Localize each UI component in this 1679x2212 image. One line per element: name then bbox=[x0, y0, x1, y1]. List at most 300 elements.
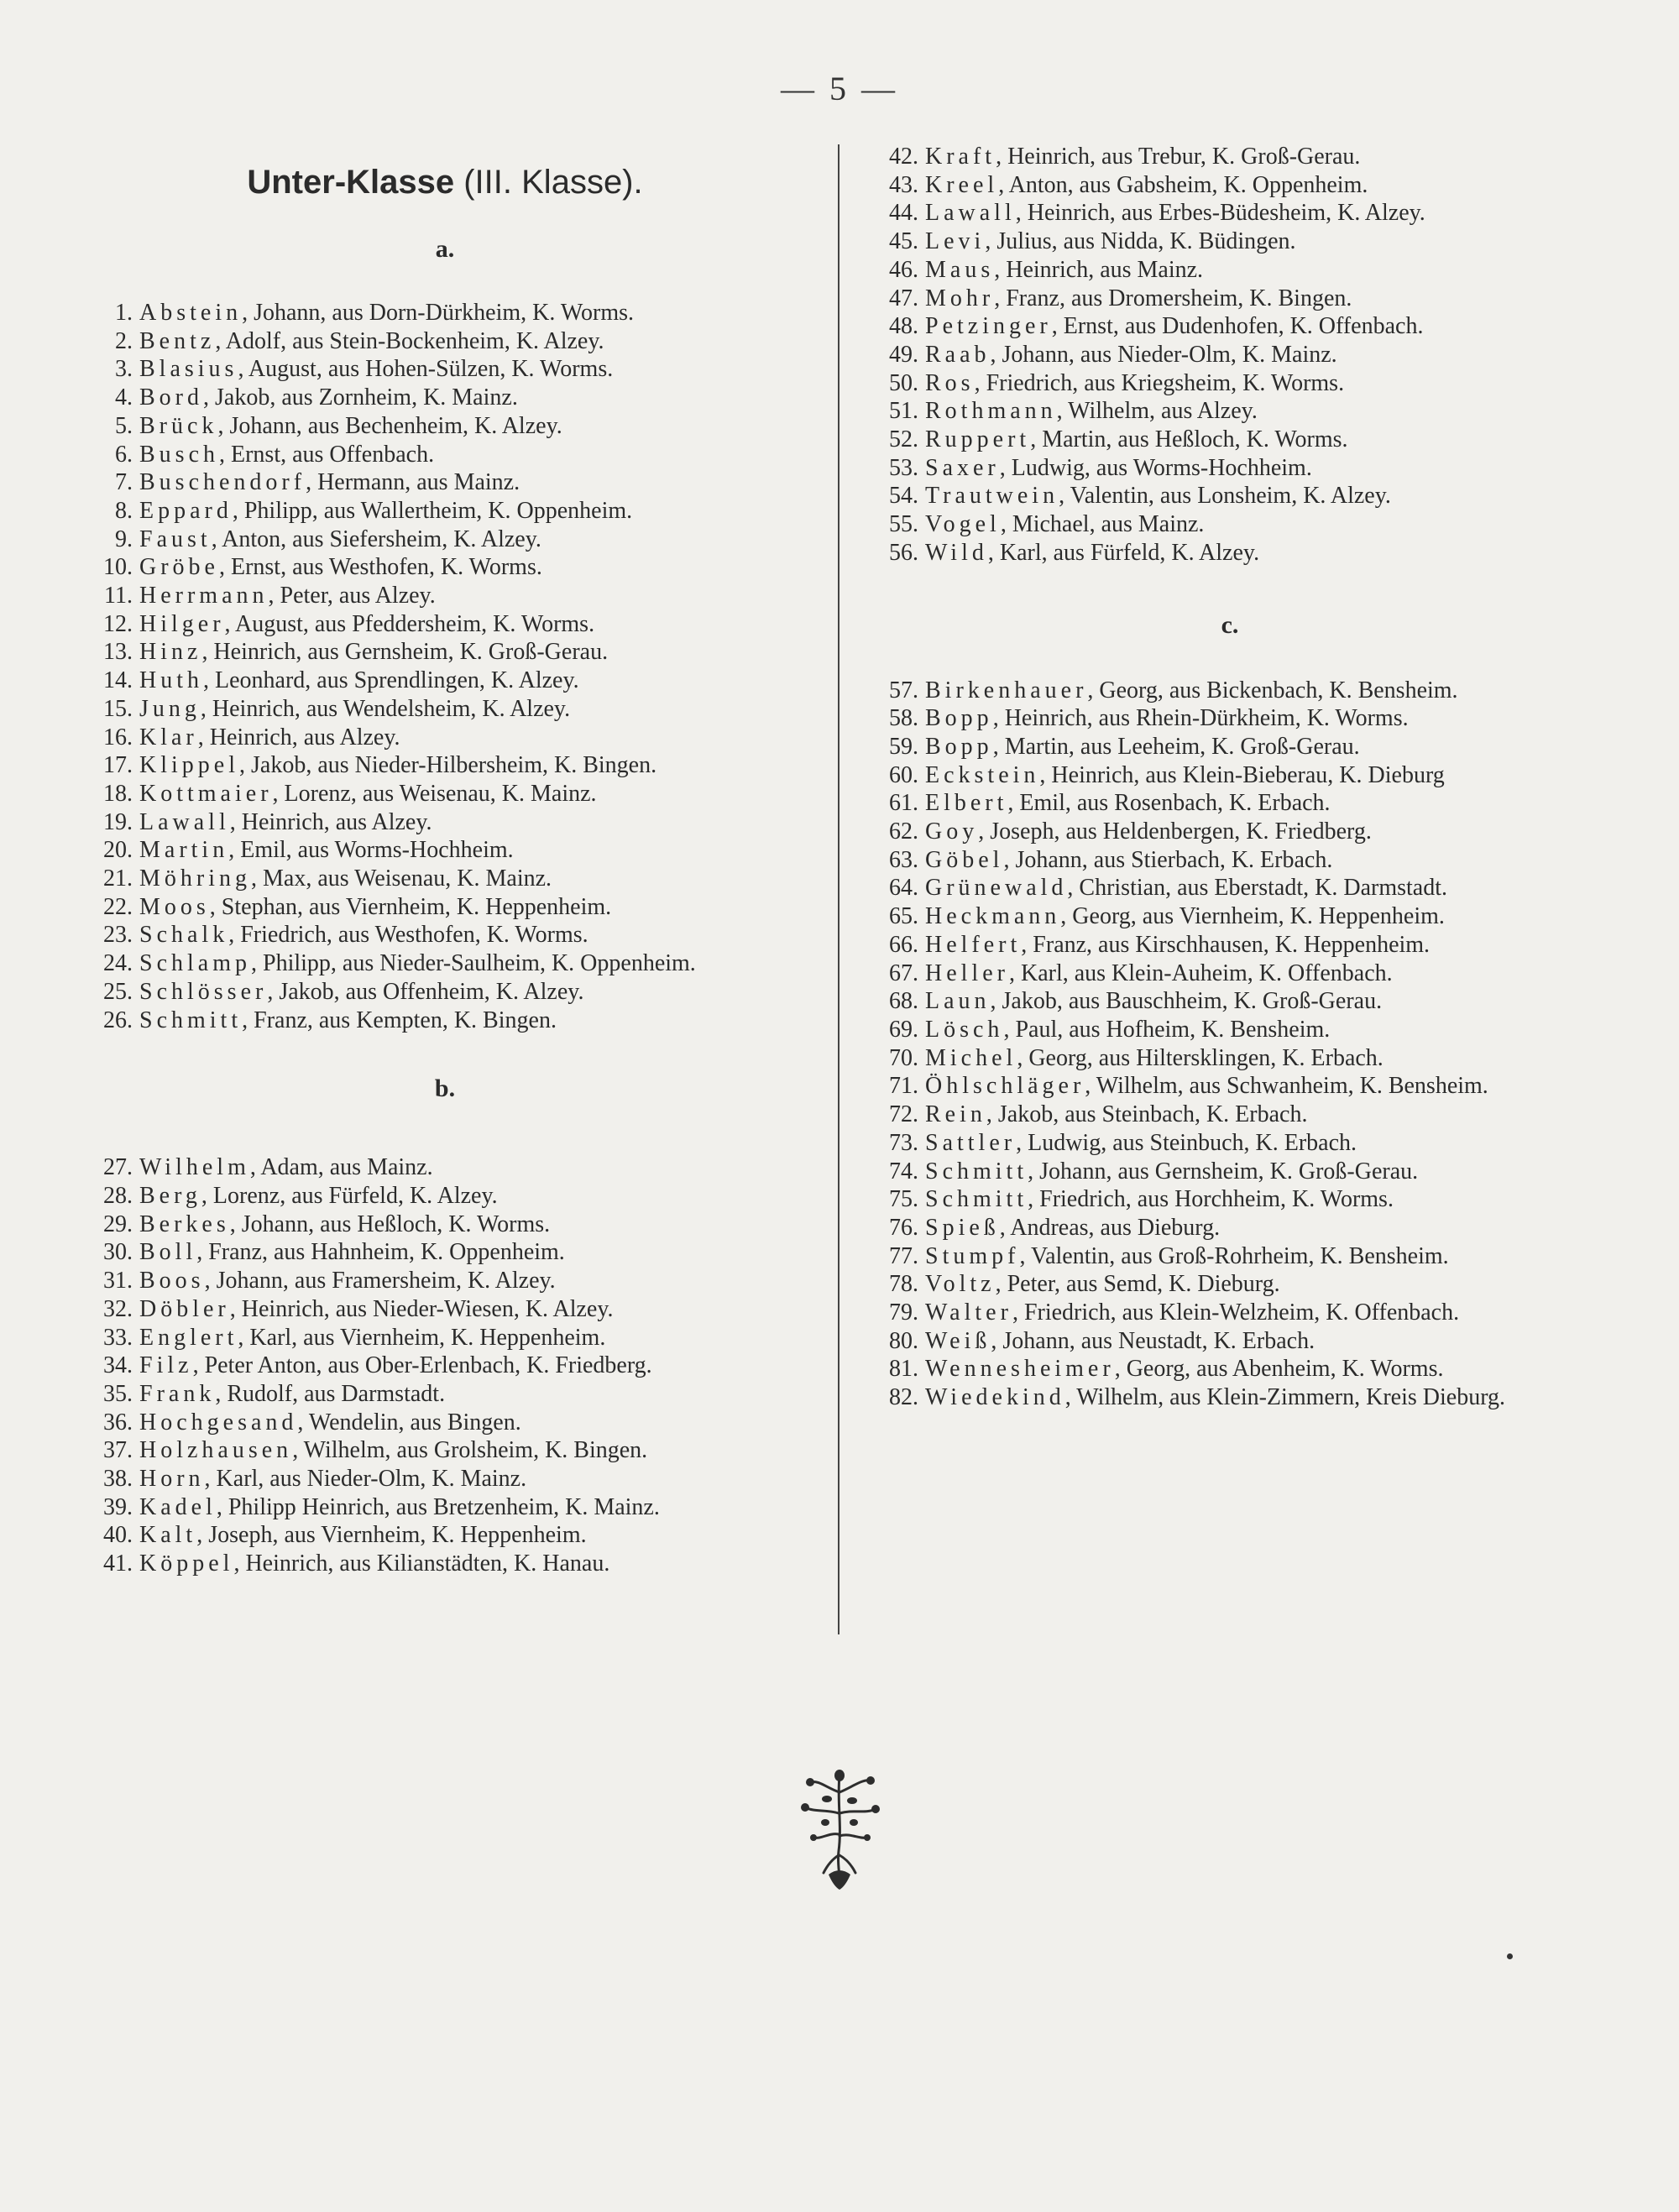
entry-details: , Paul, aus Hofheim, K. Bensheim. bbox=[1003, 1016, 1331, 1043]
entry-number: 10. bbox=[103, 554, 133, 581]
entry-text bbox=[925, 987, 1595, 1016]
entry-number: 14. bbox=[103, 667, 133, 694]
entry-text bbox=[925, 312, 1595, 341]
entry-number: 27. bbox=[103, 1154, 133, 1181]
entry-text bbox=[925, 789, 1595, 818]
entry-number: 55. bbox=[889, 511, 918, 538]
entry-surname: Stumpf bbox=[925, 1242, 1020, 1269]
entry-number: 2. bbox=[115, 327, 133, 354]
entry-surname: Levi bbox=[925, 228, 986, 255]
entry-details: , Ernst, aus Offenbach. bbox=[219, 441, 435, 468]
list-item bbox=[865, 789, 1595, 818]
entry-surname: Elbert bbox=[925, 790, 1008, 817]
list-item bbox=[84, 1267, 806, 1295]
entry-surname: Ruppert bbox=[925, 426, 1031, 453]
entry-number: 6. bbox=[115, 441, 133, 468]
entry-details: , Heinrich, aus Kilianstädten, K. Hanau. bbox=[233, 1550, 610, 1577]
entry-details: , Valentin, aus Groß-Rohrheim, K. Bensheim. bbox=[1019, 1242, 1449, 1269]
entry-details: , Franz, aus Hahnheim, K. Oppenheim. bbox=[196, 1239, 565, 1266]
entry-surname: Bopp bbox=[925, 733, 993, 760]
entry-surname: Lösch bbox=[925, 1016, 1004, 1043]
entry-text bbox=[139, 1436, 806, 1465]
list-item bbox=[84, 1409, 806, 1437]
list-item bbox=[84, 1465, 806, 1493]
entry-text bbox=[925, 426, 1595, 454]
entry-number: 77. bbox=[889, 1242, 918, 1269]
list-item bbox=[865, 199, 1595, 227]
entry-surname: Kraft bbox=[925, 144, 996, 170]
section-a-list bbox=[84, 299, 806, 1034]
entry-details: , Philipp, aus Nieder-Saulheim, K. Oppenheim. bbox=[251, 950, 696, 977]
list-item bbox=[865, 1383, 1595, 1412]
entry-surname: Wild bbox=[925, 539, 988, 566]
entry-text bbox=[139, 949, 806, 978]
entry-details: , Wilhelm, aus Schwanheim, K. Bensheim. bbox=[1085, 1073, 1488, 1100]
entry-text bbox=[139, 638, 806, 667]
entry-text bbox=[925, 931, 1595, 960]
entry-number: 35. bbox=[103, 1380, 133, 1407]
entry-surname: Frank bbox=[139, 1380, 216, 1407]
entry-text bbox=[925, 1270, 1595, 1299]
ink-dot bbox=[1507, 1953, 1513, 1959]
entry-details: , Heinrich, aus Gernsheim, K. Groß-Gerau. bbox=[201, 639, 609, 666]
entry-details: , Jakob, aus Bauschheim, K. Groß-Gerau. bbox=[990, 988, 1383, 1015]
class-heading bbox=[84, 164, 806, 201]
entry-surname: Hilger bbox=[139, 610, 225, 637]
entry-surname: Göbel bbox=[925, 846, 1004, 873]
entry-text bbox=[925, 1044, 1595, 1073]
list-item bbox=[84, 1436, 806, 1465]
entry-surname: Wennesheimer bbox=[925, 1356, 1115, 1383]
entry-details: , Friedrich, aus Kriegsheim, K. Worms. bbox=[974, 369, 1345, 396]
entry-number: 80. bbox=[889, 1327, 918, 1354]
entry-number: 57. bbox=[889, 677, 918, 703]
entry-number: 5. bbox=[115, 412, 133, 439]
list-item bbox=[865, 171, 1595, 200]
entry-details: , Heinrich, aus Nieder-Wiesen, K. Alzey. bbox=[229, 1295, 614, 1322]
entry-details: , Emil, aus Worms-Hochheim. bbox=[228, 837, 514, 864]
entry-text bbox=[925, 285, 1595, 313]
entry-number: 56. bbox=[889, 539, 918, 566]
entry-text bbox=[139, 299, 806, 327]
entry-number: 70. bbox=[889, 1044, 918, 1071]
entry-details: , Jakob, aus Zornheim, K. Mainz. bbox=[203, 384, 518, 411]
entry-details: , Adam, aus Mainz. bbox=[249, 1154, 433, 1181]
entry-text bbox=[139, 1182, 806, 1211]
entry-surname: Voltz bbox=[925, 1271, 996, 1298]
entry-text bbox=[925, 818, 1595, 846]
entry-text bbox=[139, 836, 806, 865]
entry-number: 25. bbox=[103, 978, 133, 1005]
list-item bbox=[865, 902, 1595, 931]
entry-text bbox=[139, 724, 806, 752]
entry-number: 17. bbox=[103, 752, 133, 779]
entry-number: 50. bbox=[889, 369, 918, 396]
entry-number: 9. bbox=[115, 526, 133, 552]
entry-number: 39. bbox=[103, 1493, 133, 1520]
entry-details: , Wilhelm, aus Alzey. bbox=[1056, 398, 1258, 425]
entry-details: , Johann, aus Nieder-Olm, K. Mainz. bbox=[990, 341, 1337, 368]
entry-details: , Franz, aus Dromersheim, K. Bingen. bbox=[994, 285, 1352, 311]
entry-number: 24. bbox=[103, 950, 133, 977]
list-item bbox=[865, 1327, 1595, 1356]
entry-details: , Johann, aus Gernsheim, K. Groß-Gerau. bbox=[1028, 1158, 1419, 1184]
section-c-label: c. bbox=[1221, 610, 1239, 639]
list-item bbox=[865, 1214, 1595, 1242]
left-column bbox=[84, 143, 806, 1578]
list-item bbox=[865, 931, 1595, 960]
entry-text bbox=[925, 341, 1595, 369]
entry-details: , Anton, aus Siefersheim, K. Alzey. bbox=[211, 526, 541, 552]
section-b-list bbox=[84, 1153, 806, 1578]
entry-surname: Schlamp bbox=[139, 950, 251, 977]
entry-surname: Berg bbox=[139, 1182, 201, 1209]
entry-text bbox=[139, 865, 806, 893]
entry-number: 48. bbox=[889, 313, 918, 340]
entry-details: , Philipp, aus Wallertheim, K. Oppenheim. bbox=[232, 497, 633, 524]
entry-number: 74. bbox=[889, 1158, 918, 1184]
entry-number: 18. bbox=[103, 780, 133, 807]
entry-details: , Ludwig, aus Worms-Hochheim. bbox=[999, 454, 1312, 481]
entry-number: 4. bbox=[115, 384, 133, 411]
entry-text bbox=[925, 510, 1595, 539]
entry-details: , Adolf, aus Stein-Bockenheim, K. Alzey. bbox=[215, 327, 604, 354]
entry-surname: Jung bbox=[139, 695, 201, 722]
entry-text bbox=[139, 1493, 806, 1522]
list-item bbox=[84, 1380, 806, 1409]
entry-text bbox=[139, 1153, 806, 1182]
entry-surname: Berkes bbox=[139, 1211, 230, 1237]
entry-details: , August, aus Hohen-Sülzen, K. Worms. bbox=[238, 356, 614, 383]
entry-surname: Laun bbox=[925, 988, 991, 1015]
entry-surname: Blasius bbox=[139, 356, 238, 383]
entry-details: , Johann, aus Bechenheim, K. Alzey. bbox=[217, 412, 562, 439]
entry-surname: Rothmann bbox=[925, 398, 1057, 425]
entry-details: , Friedrich, aus Westhofen, K. Worms. bbox=[228, 922, 588, 949]
entry-text bbox=[925, 902, 1595, 931]
entry-surname: Spieß bbox=[925, 1214, 1000, 1241]
entry-text bbox=[139, 1295, 806, 1324]
entry-details: , Heinrich, aus Alzey. bbox=[229, 808, 432, 835]
entry-number: 79. bbox=[889, 1299, 918, 1326]
list-item bbox=[865, 987, 1595, 1016]
entry-details: , Heinrich, aus Mainz. bbox=[994, 256, 1204, 283]
entry-number: 72. bbox=[889, 1101, 918, 1128]
entry-number: 59. bbox=[889, 733, 918, 760]
entry-details: , Joseph, aus Viernheim, K. Heppenheim. bbox=[196, 1522, 587, 1549]
entry-details: , Johann, aus Stierbach, K. Erbach. bbox=[1003, 846, 1333, 873]
entry-number: 54. bbox=[889, 483, 918, 510]
entry-surname: Holzhausen bbox=[139, 1437, 293, 1464]
list-item bbox=[84, 1493, 806, 1522]
list-item bbox=[84, 1352, 806, 1380]
entry-number: 66. bbox=[889, 931, 918, 958]
list-item bbox=[865, 733, 1595, 761]
list-item bbox=[84, 384, 806, 412]
entry-details: , Martin, aus Leeheim, K. Groß-Gerau. bbox=[992, 733, 1360, 760]
list-item bbox=[84, 865, 806, 893]
list-item bbox=[84, 1153, 806, 1182]
class-heading-bold: Unter-Klasse bbox=[247, 164, 455, 201]
section-c-list bbox=[865, 677, 1595, 1412]
list-item bbox=[865, 1101, 1595, 1129]
entry-number: 67. bbox=[889, 960, 918, 986]
entry-text bbox=[139, 978, 806, 1007]
entry-text bbox=[925, 369, 1595, 398]
entry-surname: Saxer bbox=[925, 454, 1000, 481]
entry-number: 30. bbox=[103, 1239, 133, 1266]
entry-number: 44. bbox=[889, 200, 918, 227]
entry-details: , Hermann, aus Mainz. bbox=[306, 469, 520, 496]
list-item bbox=[84, 582, 806, 610]
entry-text bbox=[139, 384, 806, 412]
list-item bbox=[84, 1521, 806, 1550]
list-item bbox=[865, 143, 1595, 171]
entry-details: , Friedrich, aus Klein-Welzheim, K. Offenbach. bbox=[1012, 1299, 1460, 1326]
entry-text bbox=[139, 1550, 806, 1578]
entry-surname: Bord bbox=[139, 384, 203, 411]
entry-surname: Sattler bbox=[925, 1129, 1017, 1156]
list-item bbox=[865, 227, 1595, 256]
section-b-list-continued bbox=[865, 143, 1595, 567]
entry-number: 3. bbox=[115, 356, 133, 383]
column-divider bbox=[838, 144, 840, 1634]
entry-text bbox=[925, 454, 1595, 483]
entry-number: 7. bbox=[115, 469, 133, 496]
entry-details: , Heinrich, aus Alzey. bbox=[197, 724, 400, 750]
entry-number: 76. bbox=[889, 1214, 918, 1241]
entry-surname: Helfert bbox=[925, 931, 1022, 958]
entry-surname: Petzinger bbox=[925, 313, 1052, 340]
entry-number: 38. bbox=[103, 1466, 133, 1493]
entry-text bbox=[139, 1007, 806, 1035]
entry-details: , Georg, aus Hiltersklingen, K. Erbach. bbox=[1017, 1044, 1383, 1071]
list-item bbox=[84, 1324, 806, 1352]
entry-surname: Bentz bbox=[139, 327, 216, 354]
entry-surname: Kadel bbox=[139, 1493, 217, 1520]
entry-number: 40. bbox=[103, 1522, 133, 1549]
entry-surname: Schlösser bbox=[139, 978, 268, 1005]
list-item bbox=[865, 846, 1595, 875]
entry-details: , Wendelin, aus Bingen. bbox=[297, 1409, 521, 1435]
list-item bbox=[865, 1185, 1595, 1214]
entry-details: , Karl, aus Viernheim, K. Heppenheim. bbox=[238, 1324, 606, 1351]
entry-surname: Eckstein bbox=[925, 761, 1040, 788]
entry-number: 26. bbox=[103, 1007, 133, 1033]
entry-text bbox=[139, 610, 806, 639]
entry-surname: Goy bbox=[925, 818, 979, 845]
entry-surname: Heckmann bbox=[925, 903, 1061, 930]
entry-details: , Leonhard, aus Sprendlingen, K. Alzey. bbox=[203, 667, 579, 694]
list-item bbox=[865, 1158, 1595, 1186]
entry-surname: Faust bbox=[139, 526, 212, 552]
list-item bbox=[84, 836, 806, 865]
entry-text bbox=[925, 143, 1595, 171]
entry-details: , Lorenz, aus Fürfeld, K. Alzey. bbox=[201, 1182, 498, 1209]
entry-text bbox=[139, 695, 806, 724]
entry-text bbox=[925, 704, 1595, 733]
entry-details: , Karl, aus Fürfeld, K. Alzey. bbox=[987, 539, 1260, 566]
entry-number: 78. bbox=[889, 1271, 918, 1298]
list-item bbox=[84, 893, 806, 922]
entry-number: 8. bbox=[115, 497, 133, 524]
entry-number: 22. bbox=[103, 893, 133, 920]
entry-surname: Klippel bbox=[139, 752, 239, 779]
entry-text bbox=[139, 1380, 806, 1409]
list-item bbox=[84, 468, 806, 497]
list-item bbox=[865, 369, 1595, 398]
list-item bbox=[84, 1007, 806, 1035]
entry-number: 19. bbox=[103, 808, 133, 835]
entry-details: , Jakob, aus Nieder-Hilbersheim, K. Bingen. bbox=[239, 752, 657, 779]
list-item bbox=[84, 1238, 806, 1267]
entry-surname: Horn bbox=[139, 1466, 205, 1493]
entry-details: , Christian, aus Eberstadt, K. Darmstadt. bbox=[1067, 875, 1447, 902]
entry-text bbox=[139, 1211, 806, 1239]
entry-surname: Schmitt bbox=[139, 1007, 243, 1033]
entry-number: 37. bbox=[103, 1437, 133, 1464]
entry-number: 13. bbox=[103, 639, 133, 666]
entry-surname: Hochgesand bbox=[139, 1409, 298, 1435]
entry-details: , Peter, aus Semd, K. Dieburg. bbox=[995, 1271, 1280, 1298]
entry-number: 20. bbox=[103, 837, 133, 864]
entry-number: 69. bbox=[889, 1016, 918, 1043]
entry-text bbox=[139, 667, 806, 695]
entry-number: 36. bbox=[103, 1409, 133, 1435]
list-item bbox=[84, 526, 806, 554]
entry-text bbox=[139, 1324, 806, 1352]
entry-text bbox=[925, 1242, 1595, 1271]
list-item bbox=[84, 1182, 806, 1211]
list-item bbox=[84, 695, 806, 724]
entry-details: , Wilhelm, aus Grolsheim, K. Bingen. bbox=[292, 1437, 648, 1464]
entry-surname: Mohr bbox=[925, 285, 995, 311]
entry-text bbox=[139, 921, 806, 949]
entry-surname: Schalk bbox=[139, 922, 229, 949]
entry-text bbox=[139, 441, 806, 469]
entry-number: 47. bbox=[889, 285, 918, 311]
entry-surname: Maus bbox=[925, 256, 995, 283]
list-item bbox=[84, 412, 806, 441]
list-item bbox=[865, 426, 1595, 454]
entry-details: , Lorenz, aus Weisenau, K. Mainz. bbox=[272, 780, 597, 807]
entry-details: , Peter Anton, aus Ober-Erlenbach, K. Friedberg. bbox=[192, 1352, 652, 1379]
list-item bbox=[84, 553, 806, 582]
entry-text bbox=[139, 553, 806, 582]
entry-number: 34. bbox=[103, 1352, 133, 1379]
entry-number: 65. bbox=[889, 903, 918, 930]
entry-surname: Heller bbox=[925, 960, 1009, 986]
entry-surname: Hinz bbox=[139, 639, 202, 666]
list-item bbox=[865, 482, 1595, 510]
entry-surname: Öhlschläger bbox=[925, 1073, 1085, 1100]
entry-number: 28. bbox=[103, 1182, 133, 1209]
entry-text bbox=[925, 171, 1595, 200]
entry-text bbox=[925, 199, 1595, 227]
entry-surname: Huth bbox=[139, 667, 203, 694]
list-item bbox=[84, 441, 806, 469]
entry-text bbox=[925, 1129, 1595, 1158]
entry-surname: Gröbe bbox=[139, 554, 219, 581]
list-item bbox=[84, 921, 806, 949]
section-a-label: a. bbox=[435, 235, 455, 263]
list-item bbox=[84, 1295, 806, 1324]
entry-text bbox=[925, 1383, 1595, 1412]
entry-surname: Kreel bbox=[925, 171, 999, 198]
entry-text bbox=[925, 846, 1595, 875]
entry-details: , Joseph, aus Heldenbergen, K. Friedberg. bbox=[978, 818, 1372, 845]
entry-number: 53. bbox=[889, 454, 918, 481]
list-item bbox=[865, 1072, 1595, 1101]
entry-number: 41. bbox=[103, 1550, 133, 1577]
entry-surname: Lawall bbox=[925, 200, 1016, 227]
entry-number: 29. bbox=[103, 1211, 133, 1237]
entry-details: , Michael, aus Mainz. bbox=[1000, 511, 1205, 538]
entry-text bbox=[139, 1465, 806, 1493]
entry-text bbox=[925, 874, 1595, 902]
entry-text bbox=[139, 327, 806, 356]
entry-details: , Martin, aus Heßloch, K. Worms. bbox=[1030, 426, 1348, 453]
entry-text bbox=[925, 1158, 1595, 1186]
entry-text bbox=[139, 412, 806, 441]
entry-surname: Schmitt bbox=[925, 1186, 1028, 1213]
entry-text bbox=[139, 468, 806, 497]
entry-details: , Johann, aus Framersheim, K. Alzey. bbox=[204, 1268, 556, 1294]
entry-details: , Johann, aus Neustadt, K. Erbach. bbox=[991, 1327, 1315, 1354]
list-item bbox=[865, 874, 1595, 902]
entry-number: 45. bbox=[889, 228, 918, 255]
entry-number: 33. bbox=[103, 1324, 133, 1351]
entry-text bbox=[139, 780, 806, 808]
list-item bbox=[84, 1211, 806, 1239]
entry-details: , Heinrich, aus Erbes-Büdesheim, K. Alzey. bbox=[1015, 200, 1425, 227]
entry-surname: Klar bbox=[139, 724, 198, 750]
entry-surname: Bopp bbox=[925, 705, 993, 732]
entry-text bbox=[139, 1409, 806, 1437]
entry-text bbox=[925, 397, 1595, 426]
floral-ornament-icon bbox=[793, 1767, 886, 1893]
entry-details: , Wilhelm, aus Klein-Zimmern, Kreis Dieburg. bbox=[1064, 1384, 1506, 1411]
entry-number: 73. bbox=[889, 1129, 918, 1156]
entry-surname: Schmitt bbox=[925, 1158, 1028, 1184]
entry-text bbox=[925, 761, 1595, 790]
entry-surname: Brück bbox=[139, 412, 218, 439]
entry-details: , Karl, aus Klein-Auheim, K. Offenbach. bbox=[1008, 960, 1393, 986]
entry-details: , Johann, aus Heßloch, K. Worms. bbox=[229, 1211, 551, 1237]
entry-text bbox=[925, 1185, 1595, 1214]
list-item bbox=[84, 724, 806, 752]
list-item bbox=[865, 1242, 1595, 1271]
entry-details: , Philipp Heinrich, aus Bretzenheim, K. Mainz. bbox=[216, 1493, 660, 1520]
entry-text bbox=[139, 497, 806, 526]
entry-details: , Franz, aus Kempten, K. Bingen. bbox=[242, 1007, 557, 1033]
entry-details: , Peter, aus Alzey. bbox=[268, 583, 436, 609]
entry-number: 49. bbox=[889, 341, 918, 368]
entry-surname: Boll bbox=[139, 1239, 197, 1266]
list-item bbox=[865, 256, 1595, 285]
entry-surname: Busch bbox=[139, 441, 219, 468]
entry-details: , Jakob, aus Offenheim, K. Alzey. bbox=[267, 978, 584, 1005]
entry-number: 61. bbox=[889, 790, 918, 817]
entry-number: 58. bbox=[889, 705, 918, 732]
entry-surname: Buschendorf bbox=[139, 469, 306, 496]
entry-details: , Valentin, aus Lonsheim, K. Alzey. bbox=[1059, 483, 1391, 510]
list-item bbox=[84, 497, 806, 526]
entry-number: 11. bbox=[104, 583, 133, 609]
entry-surname: Walter bbox=[925, 1299, 1012, 1326]
list-item bbox=[865, 1299, 1595, 1327]
entry-details: , Ernst, aus Westhofen, K. Worms. bbox=[218, 554, 542, 581]
